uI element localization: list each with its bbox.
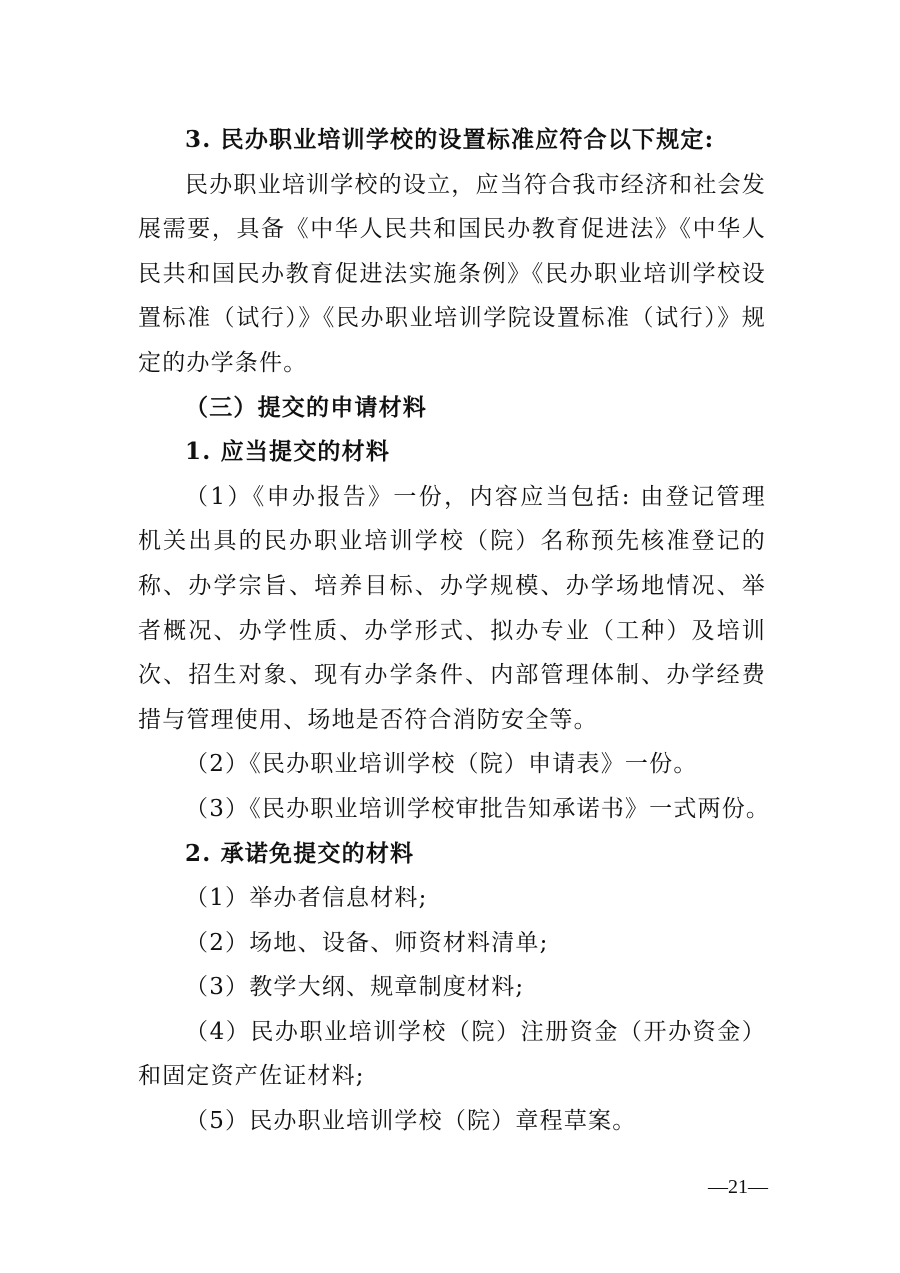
text-line: 展需要，具备《中华人民共和国民办教育促进法》《中华人 [138,216,766,243]
text-line: 措与管理使用、场地是否符合消防安全等。 [138,706,598,733]
section-heading: （三）提交的申请材料 [185,393,427,421]
list-item: （2）《民办职业培训学校（院）申请表》一份。 [185,751,698,778]
list-item: （5）民办职业培训学校（院）章程草案。 [185,1108,637,1135]
text-line: 称、办学宗旨、培养目标、办学规模、办学场地情况、举 [138,572,766,599]
subsection-heading: 1. 应当提交的材料 [185,438,391,466]
text-line: 置标准（试行）》《民办职业培训学院设置标准（试行）》规 [138,305,766,332]
list-item: （3）《民办职业培训学校审批告知承诺书》一式两份。 [185,795,771,822]
text-line: 民共和国民办教育促进法实施条例》《民办职业培训学校设 [138,260,766,287]
subsection-heading: 2. 承诺免提交的材料 [185,839,415,867]
list-item: （1）举办者信息材料; [185,885,428,912]
page-number: —21— [708,1176,768,1198]
text-line: 机关出具的民办职业培训学校（院）名称预先核准登记的 [138,528,766,555]
text-line: （1）《申办报告》一份，内容应当包括: 由登记管理 [185,483,766,510]
text-line: 定的办学条件。 [138,349,308,376]
list-item: （4）民办职业培训学校（院）注册资金（开办资金） [185,1018,766,1045]
text-line: 者概况、办学性质、办学形式、拟办专业（工种）及培训 [138,617,766,644]
document-body [138,118,771,1144]
list-item: （3）教学大纲、规章制度材料; [185,974,525,1001]
text-line: 次、招生对象、现有办学条件、内部管理体制、办学经费 [138,662,766,689]
list-item: （2）场地、设备、师资材料清单; [185,929,549,956]
text-line: 民办职业培训学校的设立，应当符合我市经济和社会发 [185,171,766,198]
text-line: 和固定资产佐证材料; [138,1063,365,1090]
text-line: 3. 民办职业培训学校的设置标准应符合以下规定: [185,126,715,153]
